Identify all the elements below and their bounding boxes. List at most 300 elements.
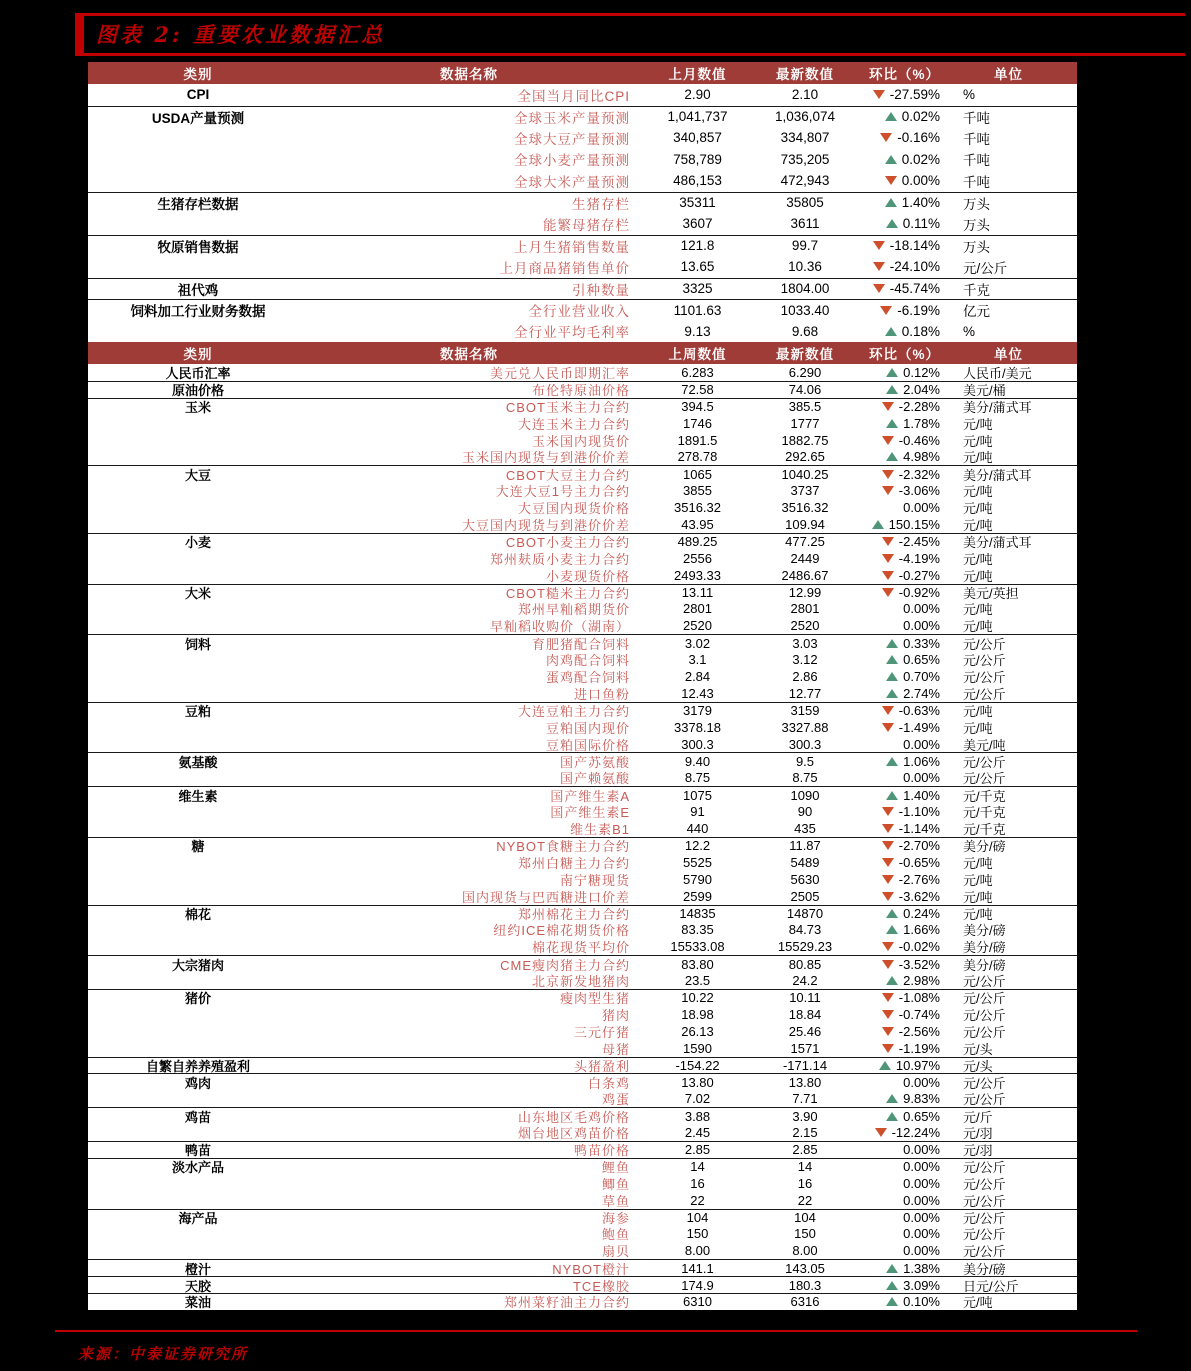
previous-value: 1,041,737 [667,109,728,125]
unit-label: 千吨 [963,153,990,169]
data-name-label: 豆粕国际价格 [545,737,630,753]
down-arrow-icon [882,841,894,850]
unit-label: 万头 [963,239,990,255]
change-cell [845,939,940,954]
latest-value: 8.75 [792,770,818,786]
table-row [88,516,1077,533]
change-cell [845,770,940,785]
column-header-name: 数据名称 [440,347,498,362]
previous-value: 1101.63 [673,302,722,318]
change-value: -0.74% [898,1006,940,1022]
up-arrow-icon [886,219,898,228]
column-header-cat: 类别 [183,347,213,362]
previous-value: 14 [690,1159,705,1175]
unit-label: 美分/蒲式耳 [963,535,1032,551]
unit-label: 美元/桶 [963,383,1006,399]
column-header-chg: 环比（%） [868,347,940,362]
source-text: 来源：中泰证券研究所 [78,1345,249,1363]
table-row [88,854,1077,871]
table-row [88,1073,1077,1090]
data-name-label: 大豆国内现货与到港价价差 [461,517,630,533]
unit-label: 美分/磅 [963,923,1006,939]
unit-label: 元/公斤 [963,686,1006,702]
latest-value: 735,205 [780,151,830,167]
change-cell [845,1226,940,1241]
data-name-label: 大连大豆1号主力合约 [495,484,630,500]
category-label: 饲料加工行业财务数据 [130,304,266,320]
table-row [88,1158,1077,1175]
change-value: -0.92% [898,585,940,601]
change-value: -3.52% [898,956,940,972]
table-row [88,584,1077,601]
change-cell [845,382,940,397]
previous-value: 12.43 [681,685,714,701]
up-arrow-icon [886,1297,898,1306]
column-header-unit: 单位 [994,67,1023,82]
change-cell [845,303,940,318]
unit-label: 美分/磅 [963,957,1006,973]
table-row [88,668,1077,685]
table-row [88,786,1077,803]
category-label: 淡水产品 [171,1160,224,1176]
change-value: 0.65% [903,652,940,668]
table-row [88,1259,1077,1276]
data-name-label: 郑州棉花主力合约 [517,906,630,922]
previous-value: 394.5 [681,399,714,415]
latest-value: 12.99 [788,585,822,601]
down-arrow-icon [882,402,894,411]
latest-value: 35805 [786,195,824,211]
latest-value: 3159 [790,703,820,719]
latest-value: 15529.23 [777,939,833,955]
down-arrow-icon [882,470,894,479]
change-value: -2.28% [898,399,940,415]
unit-label: 元/公斤 [963,1193,1006,1209]
up-arrow-icon [879,1061,891,1070]
data-name-label: 育肥猪配合饲料 [531,636,630,652]
data-name-label: 棉花现货平均价 [531,940,630,956]
change-cell [845,551,940,566]
unit-label: 美分/磅 [963,1261,1006,1277]
table-row [88,837,1077,854]
change-value: 0.00% [903,1243,940,1259]
change-value: -0.63% [898,703,940,719]
data-name-label: CBOT大豆主力合约 [505,467,630,483]
unit-label: 元/千克 [963,805,1006,821]
latest-value: 6316 [790,1294,820,1310]
latest-value: 25.46 [788,1023,822,1039]
previous-value: 3325 [682,281,713,297]
change-value: -4.19% [898,550,940,566]
change-cell [845,568,940,583]
latest-value: 12.77 [788,685,822,701]
previous-value: 440 [686,820,709,836]
column-header-cat: 类别 [183,67,213,82]
previous-value: 489.25 [677,534,718,550]
data-name-label: 全国当月同比CPI [517,88,630,104]
change-value: 150.15% [888,516,940,532]
category-label: 玉米 [184,400,211,416]
unit-label: 亿元 [963,304,990,320]
page-title: 图表 2: 重要农业数据汇总 [96,22,385,47]
table-row [88,149,1077,171]
data-name-label: 大连豆粕主力合约 [517,704,630,720]
down-arrow-icon [882,588,894,597]
latest-value: 292.65 [785,449,825,465]
change-cell [845,259,940,274]
table-row [88,1057,1077,1074]
change-cell [845,281,940,296]
change-cell [845,534,940,549]
latest-value: 9.68 [791,323,819,339]
previous-value: 758,789 [673,151,722,167]
unit-label: 元/公斤 [963,653,1006,669]
change-cell [845,173,940,188]
unit-label: 元/公斤 [963,974,1006,990]
change-value: -2.45% [898,534,940,550]
previous-value: 3179 [683,703,712,719]
change-cell [845,238,940,253]
latest-value: 3.90 [792,1108,818,1124]
change-cell [845,1091,940,1106]
data-name-label: 烟台地区鸡苗价格 [517,1126,630,1142]
data-name-label: 郑州早籼稻期货价 [517,602,630,618]
table-row [88,299,1077,321]
change-cell [845,365,940,380]
column-header-latest: 最新数值 [776,67,834,82]
down-arrow-icon [882,1010,894,1019]
category-label: 鸭苗 [184,1143,211,1159]
previous-value: 91 [690,804,705,820]
data-name-label: CME瘦肉猪主力合约 [500,957,630,973]
change-cell [845,838,940,853]
change-value: -0.65% [898,854,940,870]
change-value: -6.19% [897,302,940,318]
latest-value: 5630 [790,871,820,887]
footer-divider [55,1330,1137,1332]
change-value: 0.02% [901,151,940,167]
table-row [88,888,1077,905]
data-name-label: 维生素B1 [570,822,630,837]
table-row [88,871,1077,888]
category-label: 原油价格 [171,383,224,399]
change-cell [845,1109,940,1124]
latest-value: 5489 [790,854,820,870]
previous-value: 10.22 [681,990,714,1006]
change-value: 0.00% [903,1074,940,1090]
previous-value: 5525 [683,854,712,870]
unit-label: 元/公斤 [963,1007,1006,1023]
change-cell [845,906,940,921]
change-cell [845,720,940,735]
change-cell [845,821,940,836]
previous-value: 340,857 [673,130,722,146]
latest-value: 2486.67 [781,567,829,583]
change-cell [845,973,940,988]
table-row [88,499,1077,516]
figure-title-bar [75,13,1185,56]
latest-value: 2801 [790,601,820,617]
previous-value: 23.5 [684,973,711,988]
category-label: 橙汁 [184,1261,211,1277]
previous-value: 1075 [683,787,712,803]
latest-value: 14870 [786,905,824,921]
category-label: 生猪存栏数据 [157,196,239,212]
data-name-label: 大连玉米主力合约 [517,416,630,432]
change-value: 0.70% [903,668,940,684]
data-name-label: 玉米国内现货价 [531,433,630,449]
data-name-label: 鸡蛋 [601,1092,630,1108]
previous-value: 121.8 [680,238,715,254]
previous-value: 1746 [683,415,712,431]
unit-label: 元/公斤 [963,771,1006,787]
latest-value: 334,807 [780,130,830,146]
table-row [88,106,1077,128]
change-cell [845,1193,940,1208]
previous-value: 104 [686,1209,709,1225]
change-value: 3.09% [903,1277,940,1293]
unit-label: 元/吨 [963,501,993,517]
up-arrow-icon [886,672,898,681]
change-cell [845,130,940,145]
unit-label: 元/吨 [963,450,993,466]
category-label: 豆粕 [184,704,211,720]
latest-value: 13.80 [788,1074,822,1090]
unit-label: 元/公斤 [963,1160,1006,1176]
previous-value: 13.80 [681,1074,714,1090]
latest-value: 2.86 [792,668,818,684]
table-row [88,213,1077,235]
latest-value: 16 [797,1175,813,1191]
data-name-label: CBOT糙米主力合约 [505,586,630,602]
previous-value: 18.98 [681,1006,714,1022]
change-cell [845,500,940,515]
table-row [88,600,1077,617]
data-name-label: 母猪 [601,1041,630,1057]
category-label: USDA产量预测 [151,110,245,126]
table-row [88,448,1077,465]
data-name-label: NYBOT橙汁 [552,1261,630,1277]
unit-label: 元/公斤 [963,1024,1006,1040]
change-value: -1.49% [898,719,940,735]
change-cell [845,754,940,769]
unit-label: 元/公斤 [963,1210,1006,1226]
change-cell [845,467,940,482]
change-value: 2.74% [903,685,940,701]
previous-value: 3607 [682,216,713,232]
data-name-label: 进口鱼粉 [573,686,630,702]
table-row [88,84,1077,106]
latest-value: 477.25 [785,534,825,550]
category-label: 天胶 [184,1278,211,1294]
up-arrow-icon [872,520,884,529]
category-label: 海产品 [178,1210,218,1226]
change-cell [845,585,940,600]
change-cell [845,855,940,870]
previous-value: 26.13 [681,1023,714,1039]
data-name-label: 山东地区毛鸡价格 [517,1109,630,1125]
change-cell [845,636,940,651]
down-arrow-icon [880,133,892,142]
change-value: 0.24% [903,905,940,921]
latest-value: 6.290 [788,364,822,380]
unit-label: 元/头 [963,1041,993,1057]
change-value: 0.65% [903,1108,940,1124]
change-cell [845,1142,940,1157]
unit-label: 元/公斤 [963,1075,1006,1091]
change-cell [845,433,940,448]
latest-value: 80.85 [788,956,822,972]
latest-value: 90 [797,804,813,820]
previous-value: 14835 [679,905,716,921]
change-value: -2.76% [898,871,940,887]
change-cell [845,1125,940,1140]
data-name-label: 郑州菜籽油主力合约 [503,1295,630,1311]
unit-label: 元/公斤 [963,1244,1006,1260]
latest-value: 109.94 [785,516,825,532]
unit-label: 人民币/美元 [963,365,1032,381]
change-cell [845,195,940,210]
unit-label: 元/公斤 [963,754,1006,770]
previous-value: 9.40 [684,753,711,769]
previous-value: 15533.08 [670,939,725,955]
unit-label: 日元/公斤 [963,1278,1019,1294]
change-value: 0.00% [903,736,940,752]
latest-value: 84.73 [788,922,822,938]
change-value: 0.10% [903,1294,940,1310]
column-header-latest: 最新数值 [776,347,834,362]
up-arrow-icon [886,791,898,800]
category-label: 牧原销售数据 [157,239,239,255]
previous-value: 1065 [683,466,712,482]
up-arrow-icon [886,976,898,985]
down-arrow-icon [882,537,894,546]
table-row [88,398,1077,415]
change-value: 0.18% [901,323,940,339]
data-name-label: 全球大豆产量预测 [514,131,630,147]
change-value: 1.06% [903,753,940,769]
previous-value: 83.80 [681,956,714,972]
previous-value: 150 [686,1226,709,1242]
unit-label: % [963,87,976,103]
previous-value: 43.95 [681,516,714,532]
data-name-label: 海参 [601,1210,630,1226]
column-header-prev: 上周数值 [668,347,727,362]
change-cell [845,1243,940,1258]
unit-label: 元/吨 [963,855,993,871]
down-arrow-icon [882,942,894,951]
up-arrow-icon [886,655,898,664]
data-name-label: 国产苏氨酸 [559,754,630,770]
unit-label: 元/千克 [963,788,1006,804]
previous-value: 72.58 [681,382,714,398]
change-cell [845,1058,940,1073]
table-row [88,533,1077,550]
down-arrow-icon [873,241,885,250]
change-value: 0.11% [902,216,940,232]
unit-label: 元/公斤 [963,991,1006,1007]
previous-value: 3.02 [684,635,711,651]
data-name-label: 国内现货与巴西糖进口价差 [461,889,630,905]
category-label: 大米 [184,586,211,602]
data-name-label: 肉鸡配合饲料 [545,653,630,669]
change-value: 0.00% [903,618,940,634]
change-value: 0.02% [901,109,940,125]
data-name-label: CBOT小麦主力合约 [505,535,630,551]
unit-label: 元/羽 [963,1126,993,1142]
change-value: 1.66% [903,922,940,938]
data-name-label: 引种数量 [572,282,630,298]
change-value: -0.46% [898,432,940,448]
table-row [88,1175,1077,1192]
change-cell [845,686,940,701]
category-label: 维生素 [178,788,218,804]
previous-value: 2493.33 [674,567,721,583]
unit-label: 元/公斤 [963,1092,1006,1108]
change-cell [845,788,940,803]
change-cell [845,1294,940,1309]
table-row [88,192,1077,214]
data-name-label: 美元兑人民币即期汇率 [489,365,630,381]
change-value: -45.74% [889,281,940,297]
down-arrow-icon [882,723,894,732]
unit-label: 千吨 [963,131,990,147]
down-arrow-icon [882,706,894,715]
latest-value: 1,036,074 [774,109,836,125]
change-value: -0.16% [897,130,940,146]
change-cell [845,618,940,633]
previous-value: 6310 [683,1294,712,1310]
unit-label: 千吨 [963,110,990,126]
change-cell [845,483,940,498]
table-row [88,702,1077,719]
table-header-row [88,342,1077,364]
previous-value: 1590 [683,1040,712,1056]
up-arrow-icon [885,327,897,336]
change-value: -2.32% [898,466,940,482]
change-cell [845,324,940,339]
latest-value: 2449 [790,550,820,566]
table-row [88,465,1077,482]
up-arrow-icon [885,198,897,207]
table-row [88,972,1077,989]
change-value: 0.33% [903,635,940,651]
change-cell [845,87,940,102]
latest-value: 10.11 [789,990,821,1006]
category-label: 饲料 [184,636,211,652]
data-name-label: 能繁母猪存栏 [543,217,630,233]
data-name-label: 蛋鸡配合饲料 [545,669,630,685]
latest-value: 10.36 [788,259,822,275]
table-row [88,1090,1077,1107]
latest-value: 74.06 [788,382,822,398]
table-row [88,1242,1077,1259]
latest-value: 11.87 [789,838,821,854]
down-arrow-icon [882,824,894,833]
data-name-label: 全球大米产量预测 [514,174,630,190]
change-cell [845,652,940,667]
table-row [88,278,1077,300]
unit-label: 元/吨 [963,906,993,922]
change-value: 2.98% [903,973,940,988]
down-arrow-icon [885,176,897,185]
data-name-label: 猪肉 [601,1007,630,1023]
data-name-label: 布伦特原油价格 [531,383,630,399]
previous-value: 3855 [683,483,712,499]
previous-value: 300.3 [681,736,714,752]
change-cell [845,1278,940,1293]
table-row [88,719,1077,736]
